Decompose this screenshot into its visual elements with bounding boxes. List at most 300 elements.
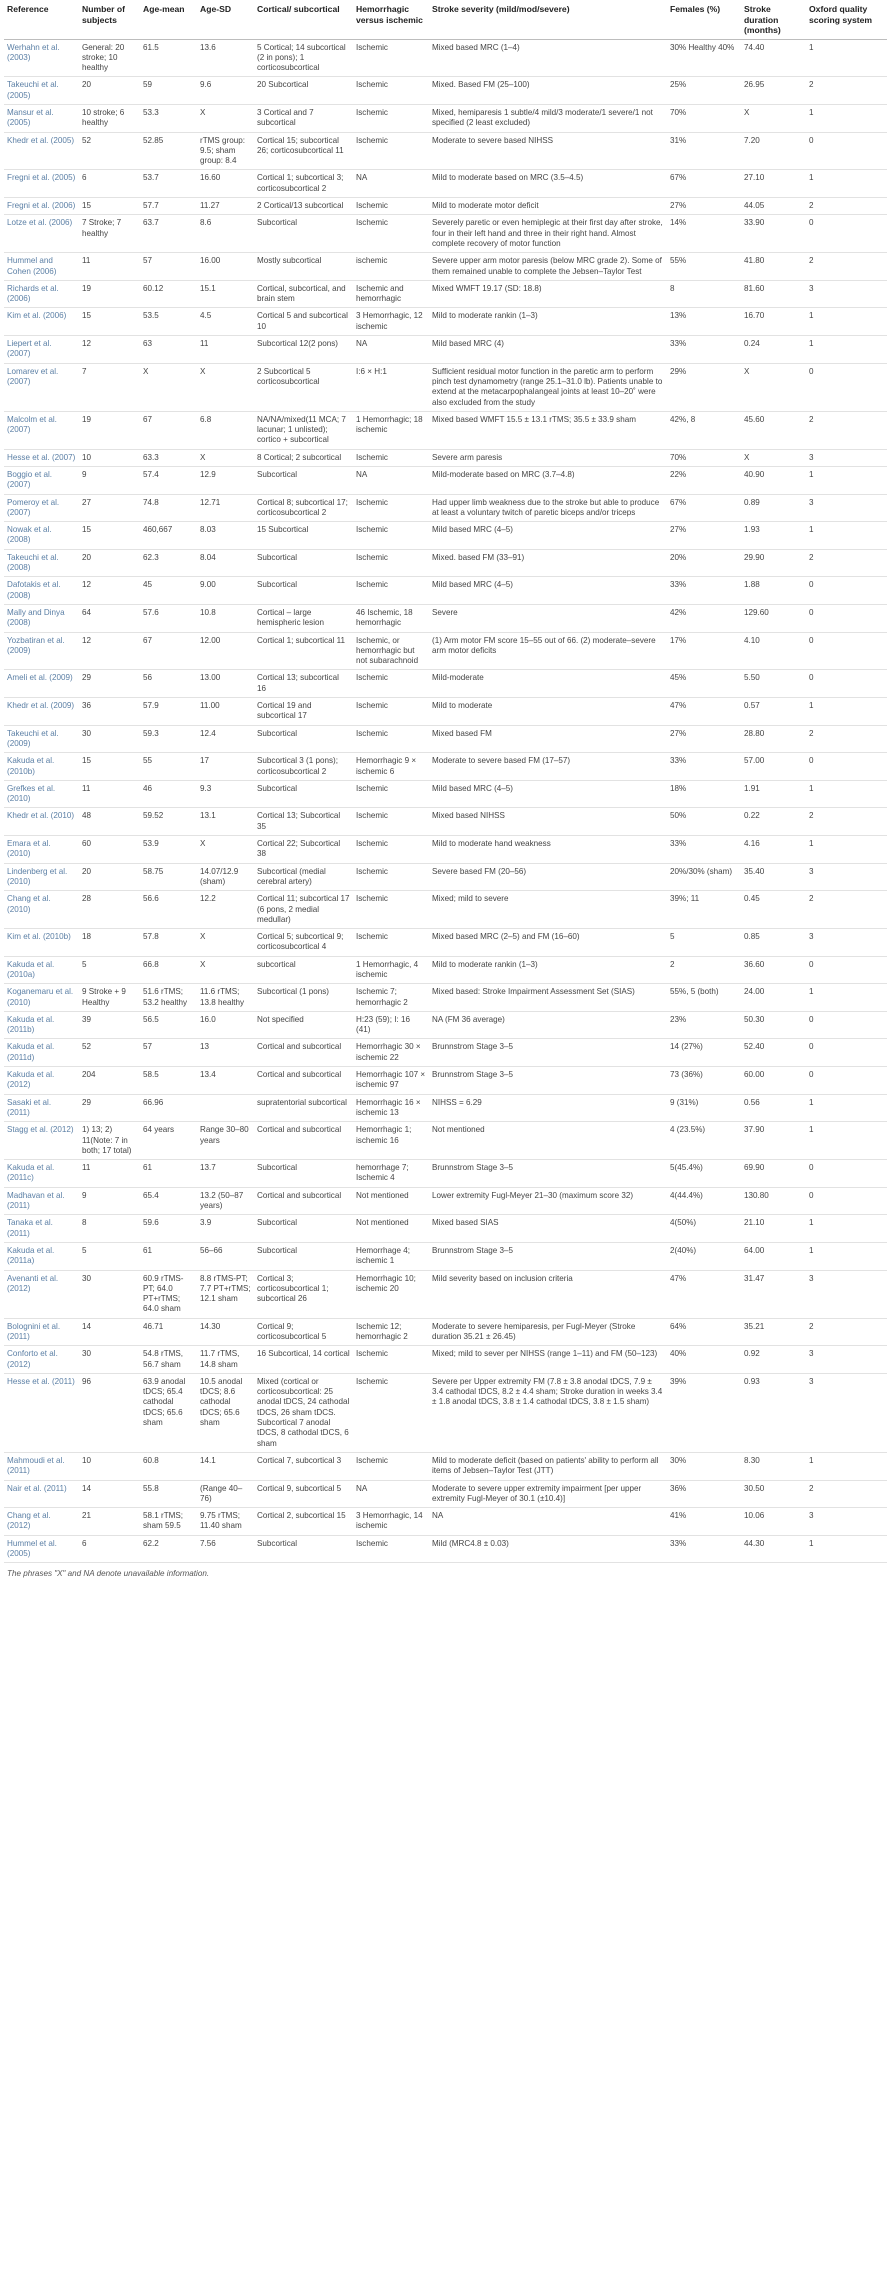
age-mean-cell: 56 <box>140 670 197 698</box>
cortical-cell: 5 Cortical; 14 subcortical (2 in pons); 1 corticosubcortical <box>254 39 353 77</box>
table-row <box>4 411 887 449</box>
age-sd-cell: 13 <box>197 1039 254 1067</box>
subjects-cell: 39 <box>79 1011 140 1039</box>
age-mean-cell: 55 <box>140 753 197 781</box>
severity-cell: Mixed based FM <box>429 725 667 753</box>
age-mean-cell: 53.5 <box>140 308 197 336</box>
reference-cell[interactable]: Lomarev et al. (2007) <box>4 363 79 411</box>
age-mean-cell: 57.6 <box>140 604 197 632</box>
cortical-cell: subcortical <box>254 956 353 984</box>
table-row <box>4 1039 887 1067</box>
age-sd-cell: 11.00 <box>197 698 254 726</box>
females-cell: 33% <box>667 836 741 864</box>
oxford-score-cell: 0 <box>806 215 887 253</box>
hemorrhagic-cell: 1 Hemorrhagic, 4 ischemic <box>353 956 429 984</box>
table-row <box>4 1067 887 1095</box>
females-cell: 67% <box>667 170 741 198</box>
age-mean-cell: 62.3 <box>140 549 197 577</box>
duration-cell: 0.56 <box>741 1094 806 1122</box>
cortical-cell: 20 Subcortical <box>254 77 353 105</box>
females-cell: 50% <box>667 808 741 836</box>
reference-cell[interactable]: Mally and Dinya (2008) <box>4 604 79 632</box>
table-row <box>4 670 887 698</box>
reference-cell[interactable]: Madhavan et al. (2011) <box>4 1187 79 1215</box>
hemorrhagic-cell: Ischemic <box>353 1535 429 1563</box>
severity-cell: Severely paretic or even hemiplegic at their first day after stroke, four in their left hand and three in their right hand. Almost complete recovery of motor function <box>429 215 667 253</box>
table-row <box>4 198 887 215</box>
duration-cell: 26.95 <box>741 77 806 105</box>
subjects-cell: 11 <box>79 780 140 808</box>
age-sd-cell: 11 <box>197 336 254 364</box>
hemorrhagic-cell: 1 Hemorrhagic; 18 ischemic <box>353 411 429 449</box>
age-sd-cell: 10.8 <box>197 604 254 632</box>
severity-cell: Brunnstrom Stage 3–5 <box>429 1160 667 1188</box>
reference-cell[interactable]: Takeuchi et al. (2008) <box>4 549 79 577</box>
females-cell: 73 (36%) <box>667 1067 741 1095</box>
hemorrhagic-cell: Ischemic <box>353 494 429 522</box>
age-mean-cell: 56.5 <box>140 1011 197 1039</box>
oxford-score-cell: 2 <box>806 411 887 449</box>
hemorrhagic-cell: Hemorrhagic 9 × ischemic 6 <box>353 753 429 781</box>
oxford-score-cell: 2 <box>806 253 887 281</box>
cortical-cell: Subcortical <box>254 1535 353 1563</box>
oxford-score-cell: 1 <box>806 1215 887 1243</box>
table-row <box>4 1535 887 1563</box>
table-row <box>4 253 887 281</box>
severity-cell: Mild to moderate rankin (1–3) <box>429 308 667 336</box>
reference-cell[interactable]: Fregni et al. (2006) <box>4 198 79 215</box>
age-sd-cell: 6.8 <box>197 411 254 449</box>
females-cell: 40% <box>667 1346 741 1374</box>
severity-cell: NA <box>429 1508 667 1536</box>
reference-cell[interactable]: Kakuda et al. (2010b) <box>4 753 79 781</box>
reference-cell[interactable]: Malcolm et al. (2007) <box>4 411 79 449</box>
duration-cell: 36.60 <box>741 956 806 984</box>
duration-cell: 57.00 <box>741 753 806 781</box>
hemorrhagic-cell: Ischemic <box>353 549 429 577</box>
subjects-cell: 204 <box>79 1067 140 1095</box>
table-row <box>4 132 887 170</box>
table-row <box>4 1373 887 1452</box>
severity-cell: Mild to moderate based on MRC (3.5–4.5) <box>429 170 667 198</box>
col-header-duration: Stroke duration (months) <box>741 2 806 39</box>
duration-cell: 1.91 <box>741 780 806 808</box>
reference-cell[interactable]: Kakuda et al. (2011c) <box>4 1160 79 1188</box>
oxford-score-cell: 1 <box>806 984 887 1012</box>
reference-cell[interactable]: Bolognini et al. (2011) <box>4 1318 79 1346</box>
reference-cell[interactable]: Kakuda et al. (2012) <box>4 1067 79 1095</box>
females-cell: 20%/30% (sham) <box>667 863 741 891</box>
age-sd-cell: 11.6 rTMS; 13.8 healthy <box>197 984 254 1012</box>
severity-cell: Severe based FM (20–56) <box>429 863 667 891</box>
severity-cell: Mixed. Based FM (25–100) <box>429 77 667 105</box>
severity-cell: Moderate to severe based NIHSS <box>429 132 667 170</box>
col-header-reference: Reference <box>4 2 79 39</box>
cortical-cell: Cortical 15; subcortical 26; corticosubcortical 11 <box>254 132 353 170</box>
females-cell: 22% <box>667 467 741 495</box>
subjects-cell: 10 <box>79 1452 140 1480</box>
duration-cell: 0.93 <box>741 1373 806 1452</box>
reference-cell[interactable]: Kakuda et al. (2011b) <box>4 1011 79 1039</box>
severity-cell: Mixed; mild to sever per NIHSS (range 1–11) and FM (50–123) <box>429 1346 667 1374</box>
age-mean-cell: 63.9 anodal tDCS; 65.4 cathodal tDCS; 65.6 sham <box>140 1373 197 1452</box>
subjects-cell: 96 <box>79 1373 140 1452</box>
age-sd-cell: 7.56 <box>197 1535 254 1563</box>
cortical-cell: Cortical 13; subcortical 16 <box>254 670 353 698</box>
subjects-cell: 15 <box>79 522 140 550</box>
duration-cell: 1.93 <box>741 522 806 550</box>
duration-cell: X <box>741 449 806 466</box>
cortical-cell: Cortical 7, subcortical 3 <box>254 1452 353 1480</box>
age-sd-cell: 15.1 <box>197 280 254 308</box>
hemorrhagic-cell: Hemorrhagic 107 × ischemic 97 <box>353 1067 429 1095</box>
hemorrhagic-cell: Ischemic <box>353 670 429 698</box>
col-header-severity: Stroke severity (mild/mod/severe) <box>429 2 667 39</box>
cortical-cell: 3 Cortical and 7 subcortical <box>254 104 353 132</box>
severity-cell: Severe <box>429 604 667 632</box>
subjects-cell: 30 <box>79 725 140 753</box>
females-cell: 70% <box>667 104 741 132</box>
col-header-hemorrhagic: Hemorrhagic versus ischemic <box>353 2 429 39</box>
hemorrhagic-cell: Ischemic <box>353 104 429 132</box>
subjects-cell: 28 <box>79 891 140 929</box>
subjects-cell: 7 Stroke; 7 healthy <box>79 215 140 253</box>
table-row <box>4 449 887 466</box>
age-mean-cell: 61 <box>140 1242 197 1270</box>
hemorrhagic-cell: Ischemic 12; hemorrhagic 2 <box>353 1318 429 1346</box>
duration-cell: 69.90 <box>741 1160 806 1188</box>
col-header-cortical: Cortical/ subcortical <box>254 2 353 39</box>
age-sd-cell: 16.0 <box>197 1011 254 1039</box>
subjects-cell: 10 stroke; 6 healthy <box>79 104 140 132</box>
duration-cell: 44.05 <box>741 198 806 215</box>
age-mean-cell: 59 <box>140 77 197 105</box>
females-cell: 47% <box>667 698 741 726</box>
reference-cell[interactable]: Grefkes et al. (2010) <box>4 780 79 808</box>
hemorrhagic-cell: Ischemic <box>353 449 429 466</box>
table-row <box>4 1270 887 1318</box>
reference-cell[interactable]: Sasaki et al. (2011) <box>4 1094 79 1122</box>
subjects-cell: 15 <box>79 198 140 215</box>
reference-cell[interactable]: Yozbatiran et al. (2009) <box>4 632 79 670</box>
col-header-oxford: Oxford quality scoring system <box>806 2 887 39</box>
reference-cell[interactable]: Werhahn et al. (2003) <box>4 39 79 77</box>
table-footnote: The phrases "X" and NA denote unavailable information. <box>7 1569 210 1579</box>
oxford-score-cell: 2 <box>806 198 887 215</box>
reference-cell[interactable]: Conforto et al. (2012) <box>4 1346 79 1374</box>
subjects-cell: 6 <box>79 170 140 198</box>
reference-cell[interactable]: Khedr et al. (2010) <box>4 808 79 836</box>
duration-cell: 37.90 <box>741 1122 806 1160</box>
hemorrhagic-cell: Ischemic <box>353 132 429 170</box>
hemorrhagic-cell: Ischemic, or hemorrhagic but not subarachnoid <box>353 632 429 670</box>
reference-cell[interactable]: Fregni et al. (2005) <box>4 170 79 198</box>
duration-cell: 41.80 <box>741 253 806 281</box>
duration-cell: 44.30 <box>741 1535 806 1563</box>
age-sd-cell: 13.6 <box>197 39 254 77</box>
age-sd-cell: 16.60 <box>197 170 254 198</box>
duration-cell: 33.90 <box>741 215 806 253</box>
cortical-cell: Cortical 11; subcortical 17 (6 pons, 2 medial medullar) <box>254 891 353 929</box>
reference-cell[interactable]: Takeuchi et al. (2005) <box>4 77 79 105</box>
header-row <box>4 2 887 39</box>
age-sd-cell <box>197 1094 254 1122</box>
cortical-cell: 16 Subcortical, 14 cortical <box>254 1346 353 1374</box>
table-row <box>4 891 887 929</box>
reference-cell[interactable]: Lindenberg et al. (2010) <box>4 863 79 891</box>
severity-cell: Mild based MRC (4–5) <box>429 522 667 550</box>
cortical-cell: 2 Cortical/13 subcortical <box>254 198 353 215</box>
subjects-cell: 8 <box>79 1215 140 1243</box>
reference-cell[interactable]: Kakuda et al. (2011d) <box>4 1039 79 1067</box>
age-sd-cell: 4.5 <box>197 308 254 336</box>
reference-cell[interactable]: Boggio et al. (2007) <box>4 467 79 495</box>
duration-cell: 0.22 <box>741 808 806 836</box>
cortical-cell: Subcortical <box>254 780 353 808</box>
severity-cell: Mixed based MRC (2–5) and FM (16–60) <box>429 929 667 957</box>
hemorrhagic-cell: Ischemic <box>353 929 429 957</box>
subjects-cell: 5 <box>79 956 140 984</box>
table-row <box>4 467 887 495</box>
age-mean-cell: 63.3 <box>140 449 197 466</box>
oxford-score-cell: 1 <box>806 336 887 364</box>
cortical-cell: Cortical 9, subcortical 5 <box>254 1480 353 1508</box>
subjects-cell: 20 <box>79 77 140 105</box>
oxford-score-cell: 1 <box>806 1535 887 1563</box>
reference-cell[interactable]: Lotze et al. (2006) <box>4 215 79 253</box>
cortical-cell: Subcortical <box>254 467 353 495</box>
cortical-cell: supratentorial subcortical <box>254 1094 353 1122</box>
subjects-cell: 7 <box>79 363 140 411</box>
table-row <box>4 698 887 726</box>
age-mean-cell: 67 <box>140 632 197 670</box>
cortical-cell: 15 Subcortical <box>254 522 353 550</box>
table-row <box>4 780 887 808</box>
oxford-score-cell: 2 <box>806 891 887 929</box>
subjects-cell: 20 <box>79 549 140 577</box>
oxford-score-cell: 3 <box>806 494 887 522</box>
reference-cell[interactable]: Mahmoudi et al. (2011) <box>4 1452 79 1480</box>
females-cell: 33% <box>667 577 741 605</box>
duration-cell: 28.80 <box>741 725 806 753</box>
cortical-cell: Cortical and subcortical <box>254 1067 353 1095</box>
oxford-score-cell: 3 <box>806 863 887 891</box>
oxford-score-cell: 1 <box>806 39 887 77</box>
reference-cell[interactable]: Takeuchi et al. (2009) <box>4 725 79 753</box>
females-cell: 27% <box>667 725 741 753</box>
oxford-score-cell: 3 <box>806 1346 887 1374</box>
age-mean-cell: 64 years <box>140 1122 197 1160</box>
oxford-score-cell: 3 <box>806 929 887 957</box>
reference-cell[interactable]: Chang et al. (2012) <box>4 1508 79 1536</box>
subjects-cell: 18 <box>79 929 140 957</box>
age-sd-cell: 56–66 <box>197 1242 254 1270</box>
age-sd-cell: 11.27 <box>197 198 254 215</box>
reference-cell[interactable]: Avenanti et al. (2012) <box>4 1270 79 1318</box>
table-row <box>4 808 887 836</box>
table-row <box>4 1242 887 1270</box>
reference-cell[interactable]: Kakuda et al. (2011a) <box>4 1242 79 1270</box>
reference-cell[interactable]: Hummel and Cohen (2006) <box>4 253 79 281</box>
hemorrhagic-cell: Ischemic <box>353 198 429 215</box>
duration-cell: 4.16 <box>741 836 806 864</box>
subjects-cell: 19 <box>79 280 140 308</box>
subjects-cell: 14 <box>79 1480 140 1508</box>
females-cell: 4(44.4%) <box>667 1187 741 1215</box>
reference-cell[interactable]: Hesse et al. (2007) <box>4 449 79 466</box>
cortical-cell: Cortical 3; corticosubcortical 1; subcortical 26 <box>254 1270 353 1318</box>
subjects-cell: 9 <box>79 1187 140 1215</box>
duration-cell: 64.00 <box>741 1242 806 1270</box>
hemorrhagic-cell: Ischemic <box>353 215 429 253</box>
cortical-cell: 8 Cortical; 2 subcortical <box>254 449 353 466</box>
severity-cell: Mild severity based on inclusion criteria <box>429 1270 667 1318</box>
col-header-females: Females (%) <box>667 2 741 39</box>
table-row <box>4 929 887 957</box>
table-row <box>4 1346 887 1374</box>
subjects-cell: 11 <box>79 1160 140 1188</box>
reference-cell[interactable]: Ameli et al. (2009) <box>4 670 79 698</box>
females-cell: 39%; 11 <box>667 891 741 929</box>
reference-cell[interactable]: Nowak et al. (2008) <box>4 522 79 550</box>
age-mean-cell: 65.4 <box>140 1187 197 1215</box>
severity-cell: Moderate to severe based FM (17–57) <box>429 753 667 781</box>
age-mean-cell: 61 <box>140 1160 197 1188</box>
reference-cell[interactable]: Stagg et al. (2012) <box>4 1122 79 1160</box>
age-sd-cell: 12.4 <box>197 725 254 753</box>
age-sd-cell: 17 <box>197 753 254 781</box>
hemorrhagic-cell: Ischemic <box>353 77 429 105</box>
hemorrhagic-cell: Hemorrhagic 1; ischemic 16 <box>353 1122 429 1160</box>
reference-cell[interactable]: Nair et al. (2011) <box>4 1480 79 1508</box>
severity-cell: Mild to moderate deficit (based on patients' ability to perform all items of Jebsen–Taylor Test (JTT) <box>429 1452 667 1480</box>
severity-cell: Moderate to severe upper extremity impairment [per upper extremity Fugl-Meyer of 30.1 (±10.4)] <box>429 1480 667 1508</box>
age-sd-cell: 8.03 <box>197 522 254 550</box>
females-cell: 67% <box>667 494 741 522</box>
severity-cell: Severe upper arm motor paresis (below MRC grade 2). Some of them remained unable to complete the Jebsen–Taylor Test <box>429 253 667 281</box>
table-row <box>4 104 887 132</box>
age-sd-cell: 16.00 <box>197 253 254 281</box>
severity-cell: Mild (MRC4.8 ± 0.03) <box>429 1535 667 1563</box>
table-row <box>4 77 887 105</box>
age-mean-cell: 51.6 rTMS; 53.2 healthy <box>140 984 197 1012</box>
severity-cell: Severe arm paresis <box>429 449 667 466</box>
age-sd-cell: 14.07/12.9 (sham) <box>197 863 254 891</box>
hemorrhagic-cell: NA <box>353 170 429 198</box>
age-mean-cell: 60.8 <box>140 1452 197 1480</box>
hemorrhagic-cell: Hemorrhagic 30 × ischemic 22 <box>353 1039 429 1067</box>
severity-cell: Mixed. based FM (33–91) <box>429 549 667 577</box>
table-row <box>4 1122 887 1160</box>
oxford-score-cell: 3 <box>806 1508 887 1536</box>
severity-cell: (1) Arm motor FM score 15–55 out of 66. (2) moderate–severe arm motor deficits <box>429 632 667 670</box>
age-sd-cell: 11.7 rTMS, 14.8 sham <box>197 1346 254 1374</box>
females-cell: 55% <box>667 253 741 281</box>
cortical-cell: Cortical and subcortical <box>254 1187 353 1215</box>
severity-cell: Mixed; mild to severe <box>429 891 667 929</box>
duration-cell: 35.40 <box>741 863 806 891</box>
oxford-score-cell: 0 <box>806 1011 887 1039</box>
subjects-cell: 27 <box>79 494 140 522</box>
table-row <box>4 1160 887 1188</box>
age-sd-cell: 9.75 rTMS; 11.40 sham <box>197 1508 254 1536</box>
cortical-cell: Subcortical (1 pons) <box>254 984 353 1012</box>
reference-cell[interactable]: Tanaka et al. (2011) <box>4 1215 79 1243</box>
reference-cell[interactable]: Chang et al. (2010) <box>4 891 79 929</box>
subjects-cell: 15 <box>79 308 140 336</box>
cortical-cell: Cortical 8; subcortical 17; corticosubcortical 2 <box>254 494 353 522</box>
age-sd-cell: 14.1 <box>197 1452 254 1480</box>
age-mean-cell: 58.1 rTMS; sham 59.5 <box>140 1508 197 1536</box>
reference-cell[interactable]: Khedr et al. (2005) <box>4 132 79 170</box>
subjects-cell: General: 20 stroke; 10 healthy <box>79 39 140 77</box>
cortical-cell: Subcortical 3 (1 pons); corticosubcortical 2 <box>254 753 353 781</box>
females-cell: 55%, 5 (both) <box>667 984 741 1012</box>
age-mean-cell: 57.9 <box>140 698 197 726</box>
duration-cell: 50.30 <box>741 1011 806 1039</box>
hemorrhagic-cell: Ischemic <box>353 891 429 929</box>
reference-cell[interactable]: Khedr et al. (2009) <box>4 698 79 726</box>
cortical-cell: Mostly subcortical <box>254 253 353 281</box>
oxford-score-cell: 1 <box>806 104 887 132</box>
reference-cell[interactable]: Kim et al. (2006) <box>4 308 79 336</box>
reference-cell[interactable]: Hesse et al. (2011) <box>4 1373 79 1452</box>
duration-cell: X <box>741 363 806 411</box>
severity-cell: Mild to moderate hand weakness <box>429 836 667 864</box>
reference-cell[interactable]: Kakuda et al. (2010a) <box>4 956 79 984</box>
severity-cell: Severe per Upper extremity FM (7.8 ± 3.8 anodal tDCS, 7.9 ± 3.4 cathodal tDCS, 8.2 ± 4.4 sham; Stroke duration in weeks 3.4 ± 1.8 anodal tDCS, 3.8 ± 1.4 cathodal tDCS, 3.8 ± 1.5 sham) <box>429 1373 667 1452</box>
reference-cell[interactable]: Dafotakis et al. (2008) <box>4 577 79 605</box>
subjects-cell: 36 <box>79 698 140 726</box>
reference-cell[interactable]: Koganemaru et al. (2010) <box>4 984 79 1012</box>
age-mean-cell: 61.5 <box>140 39 197 77</box>
hemorrhagic-cell: hemorrhage 7; Ischemic 4 <box>353 1160 429 1188</box>
hemorrhagic-cell: Ischemic <box>353 1373 429 1452</box>
age-sd-cell: 8.8 rTMS-PT; 7.7 PT+rTMS; 12.1 sham <box>197 1270 254 1318</box>
reference-cell[interactable]: Richards et al. (2006) <box>4 280 79 308</box>
subjects-cell: 14 <box>79 1318 140 1346</box>
stroke-studies-table <box>4 2 887 1563</box>
females-cell: 36% <box>667 1480 741 1508</box>
subjects-cell: 10 <box>79 449 140 466</box>
age-sd-cell: (Range 40–76) <box>197 1480 254 1508</box>
reference-cell[interactable]: Liepert et al. (2007) <box>4 336 79 364</box>
reference-cell[interactable]: Mansur et al. (2005) <box>4 104 79 132</box>
oxford-score-cell: 1 <box>806 1094 887 1122</box>
reference-cell[interactable]: Emara et al. (2010) <box>4 836 79 864</box>
subjects-cell: 29 <box>79 1094 140 1122</box>
table-row <box>4 753 887 781</box>
age-mean-cell: 57.7 <box>140 198 197 215</box>
table-row <box>4 494 887 522</box>
oxford-score-cell: 3 <box>806 449 887 466</box>
duration-cell: 27.10 <box>741 170 806 198</box>
table-row <box>4 956 887 984</box>
hemorrhagic-cell: NA <box>353 336 429 364</box>
reference-cell[interactable]: Kim et al. (2010b) <box>4 929 79 957</box>
oxford-score-cell: 1 <box>806 308 887 336</box>
col-header-age-sd: Age-SD <box>197 2 254 39</box>
females-cell: 47% <box>667 1270 741 1318</box>
reference-cell[interactable]: Hummel et al. (2005) <box>4 1535 79 1563</box>
oxford-score-cell: 1 <box>806 467 887 495</box>
hemorrhagic-cell: NA <box>353 1480 429 1508</box>
cortical-cell: Subcortical <box>254 725 353 753</box>
females-cell: 23% <box>667 1011 741 1039</box>
reference-cell[interactable]: Pomeroy et al. (2007) <box>4 494 79 522</box>
age-mean-cell: 63 <box>140 336 197 364</box>
cortical-cell: Not specified <box>254 1011 353 1039</box>
